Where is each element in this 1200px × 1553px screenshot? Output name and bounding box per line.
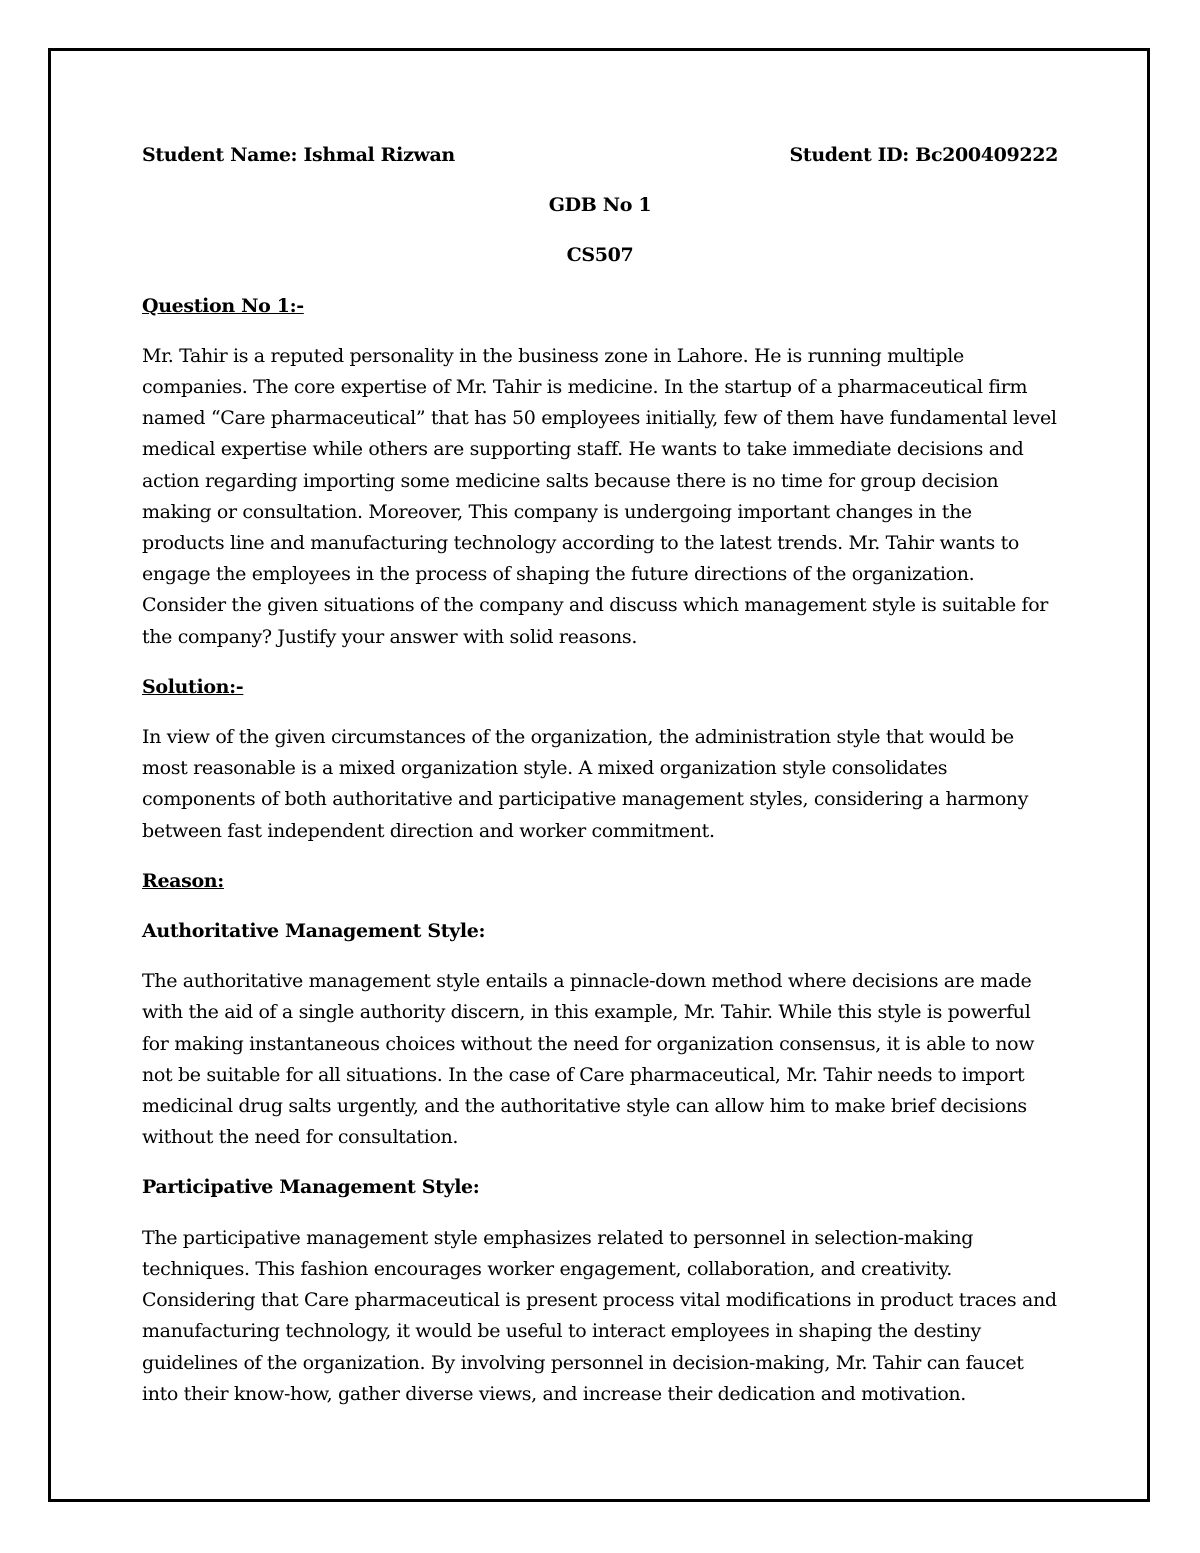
- authoritative-heading: Authoritative Management Style:: [142, 920, 486, 943]
- document-body: [142, 140, 1058, 1429]
- solution-heading: Solution:-: [142, 675, 244, 698]
- student-name: Student Name: Ishmal Rizwan: [142, 144, 455, 166]
- gdb-title: GDB No 1: [548, 194, 652, 217]
- question-text: Mr. Tahir is a reputed personality in the business zone in Lahore. He is running multiple companies. The core expertise of Mr. Tahir is medicine. In the startup of a pharmaceutical firm named “Care pharmaceutical” that has 50 employees initially, few of them have fundamental level medical expertise while others are supporting staff. He wants to take immediate decisions and action regarding importing some medicine salts because there is no time for group decision making or consultation. Moreover, This company is undergoing important changes in the products line and manufacturing technology according to the latest trends. Mr. Tahir wants to engage the employees in the process of shaping the future directions of the organization. Consider the given situations of the company and discuss which management style is suitable for the company? Justify your answer with solid reasons.: [142, 344, 1057, 648]
- question-heading: Question No 1:-: [142, 294, 304, 317]
- participative-heading: Participative Management Style:: [142, 1176, 480, 1199]
- student-id: Student ID: Bc200409222: [789, 144, 1058, 166]
- course-code: CS507: [566, 244, 634, 267]
- authoritative-text: The authoritative management style entails a pinnacle-down method where decisions are made with the aid of a single authority discern, in this example, Mr. Tahir. While this style is powerful for making instantaneous choices without the need for organization consensus, it is able to now not be suitable for all situations. In the case of Care pharmaceutical, Mr. Tahir needs to import medicinal drug salts urgently, and the authoritative style can allow him to make brief decisions without the need for consultation.: [142, 970, 1035, 1149]
- participative-text: The participative management style emphasizes related to personnel in selection-making techniques. This fashion encourages worker engagement, collaboration, and creativity. Considering that Care pharmaceutical is present process vital modifications in product traces and manufacturing technology, it would be useful to interact employees in shaping the destiny guidelines of the organization. By involving personnel in decision-making, Mr. Tahir can faucet into their know-how, gather diverse views, and increase their dedication and motivation.: [142, 1226, 1057, 1405]
- reason-heading: Reason:: [142, 869, 224, 892]
- student-header: [142, 140, 1058, 171]
- solution-text: In view of the given circumstances of the organization, the administration style that would be most reasonable is a mixed organization style. A mixed organization style consolidates components of both authoritative and participative management styles, considering a harmony between fast independent direction and worker commitment.: [142, 726, 1029, 842]
